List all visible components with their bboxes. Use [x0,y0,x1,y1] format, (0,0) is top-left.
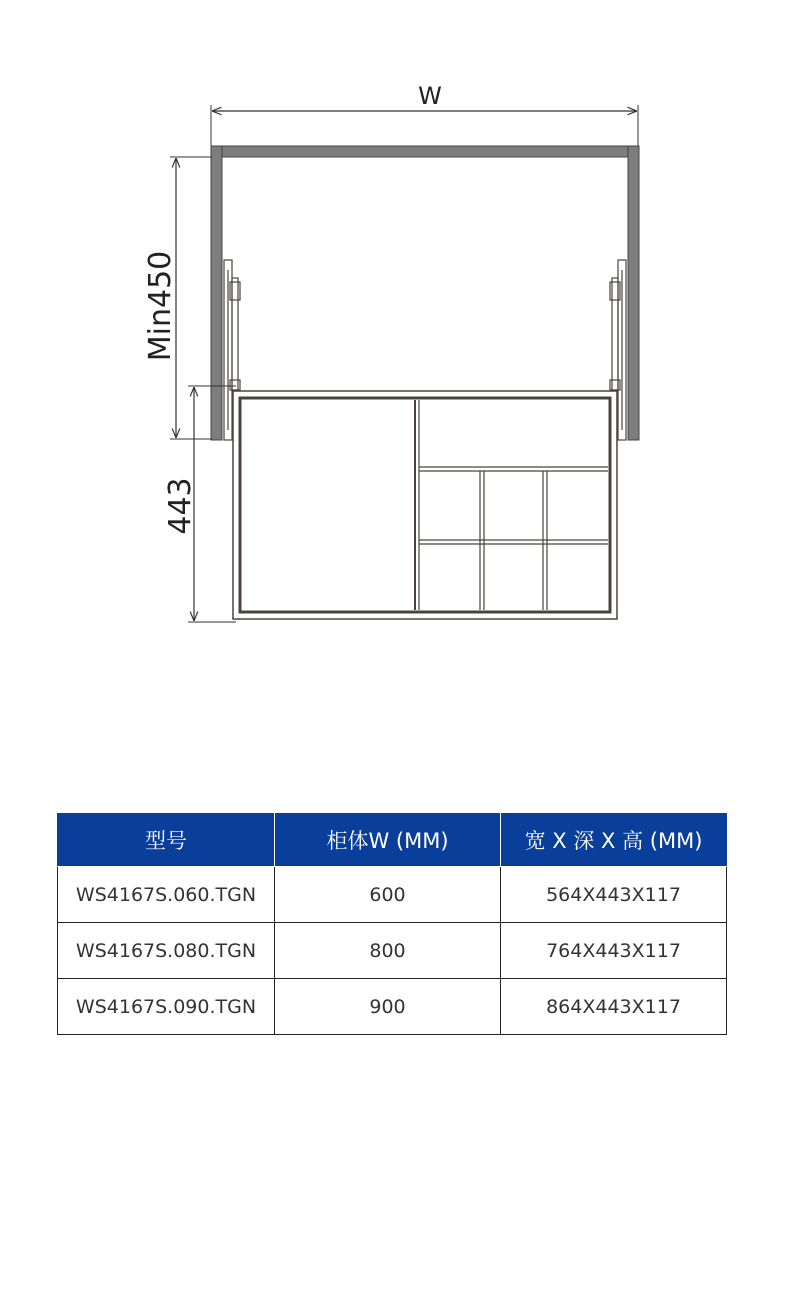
cabinet-frame [211,146,639,440]
cell-cabinet-width: 600 [275,867,501,923]
height-label: Min450 [143,250,178,362]
depth-dimension [163,386,236,622]
cell-dimensions: 564X443X117 [501,867,727,923]
depth-label: 443 [163,477,198,535]
cell-dimensions: 764X443X117 [501,923,727,979]
height-dimension [143,157,212,439]
cell-cabinet-width: 900 [275,979,501,1035]
right-lift-mechanism [610,260,626,440]
table-header-row [58,814,727,867]
header-model: 型号 [58,814,275,867]
table-row [58,867,727,923]
table-row [58,979,727,1035]
header-cabinet-width: 柜体W (MM) [275,814,501,867]
spec-table [57,813,727,1035]
width-label: W [418,82,442,110]
table-row [58,923,727,979]
cell-model: WS4167S.090.TGN [58,979,275,1035]
cell-model: WS4167S.080.TGN [58,923,275,979]
left-lift-mechanism [224,260,240,440]
header-dimensions: 宽 X 深 X 高 (MM) [501,814,727,867]
cell-cabinet-width: 800 [275,923,501,979]
cell-model: WS4167S.060.TGN [58,867,275,923]
cell-dimensions: 864X443X117 [501,979,727,1035]
pull-down-basket [233,391,617,619]
width-dimension [211,82,638,147]
